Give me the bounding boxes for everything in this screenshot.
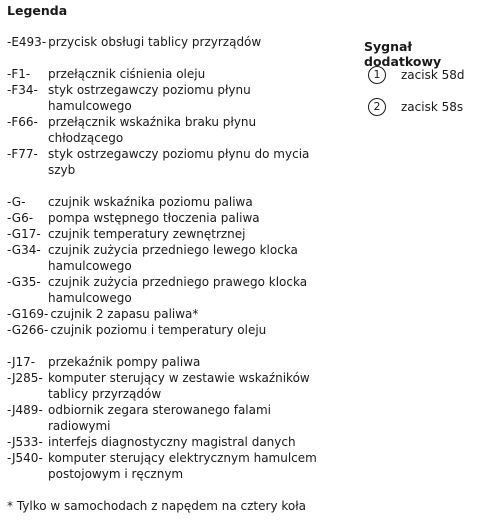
legend-description: czujnik poziomu i temperatury oleju <box>50 323 267 337</box>
legend-code: -G266- <box>7 323 49 337</box>
legend-entry <box>7 66 30 82</box>
legend-description-continued: postojowym i ręcznym <box>48 467 184 481</box>
legend-code: -E493- <box>7 35 47 49</box>
legend-code: -G- <box>7 195 26 209</box>
legend-entry <box>7 274 41 290</box>
legend-description: przycisk obsługi tablicy przyrządów <box>48 35 262 49</box>
legend-entry <box>7 194 25 210</box>
legend-description-continued: hamulcowego <box>48 291 132 305</box>
legend-description-continued: radiowymi <box>48 419 111 433</box>
legend-description: komputer sterujący elektrycznym hamulcem <box>48 451 317 465</box>
legend-description: przekaźnik pompy paliwa <box>48 355 201 369</box>
legend-description: styk ostrzegawczy poziomu płynu do mycia <box>48 147 310 161</box>
legend-code: -G6- <box>7 211 34 225</box>
legend-description: czujnik zużycia przedniego lewego klocka <box>48 243 298 257</box>
legend-entry <box>7 306 48 322</box>
legend-code: -J540- <box>7 451 43 465</box>
legend-entry <box>7 322 48 338</box>
legend-description: czujnik temperatury zewnętrznej <box>48 227 246 241</box>
legend-entry <box>7 242 41 258</box>
legend-code: -G17- <box>7 227 41 241</box>
legend-description: komputer sterujący w zestawie wskaźników <box>48 371 310 385</box>
legend-description-continued: tablicy przyrządów <box>48 387 162 401</box>
legend-description-continued: hamulcowego <box>48 99 132 113</box>
legend-entry <box>7 34 46 50</box>
legend-description: czujnik 2 zapasu paliwa* <box>50 307 199 321</box>
legend-entry <box>7 450 43 466</box>
legend-description: przełącznik ciśnienia oleju <box>48 67 206 81</box>
legend-description: czujnik wskaźnika poziomu paliwa <box>48 195 253 209</box>
legend-description: styk ostrzegawczy poziomu płynu <box>48 83 251 97</box>
legend-code: -J533- <box>7 435 43 449</box>
legend-code: -J489- <box>7 403 43 417</box>
legend-code: -J285- <box>7 371 43 385</box>
circled-number-icon: 2 <box>368 98 386 116</box>
legend-entry <box>7 146 38 162</box>
legend-description: pompa wstępnego tłoczenia paliwa <box>48 211 260 225</box>
legend-entry <box>7 354 35 370</box>
legend-title: Legenda <box>7 3 68 18</box>
signal-label: zacisk 58s <box>401 100 464 114</box>
legend-code: -J17- <box>7 355 36 369</box>
circled-number-icon: 1 <box>368 66 386 84</box>
legend-entry <box>7 210 33 226</box>
legend-code: -G169- <box>7 307 49 321</box>
legend-description: przełącznik wskaźnika braku płynu <box>48 115 257 129</box>
legend-entry <box>7 114 38 130</box>
legend-entry <box>7 402 43 418</box>
legend-entry <box>7 434 43 450</box>
footnote: * Tylko w samochodach z napędem na cztery koła <box>7 499 306 513</box>
legend-code: -G34- <box>7 243 41 257</box>
legend-description-continued: chłodzącego <box>48 131 124 145</box>
legend-entry <box>7 370 43 386</box>
legend-code: -F66- <box>7 115 38 129</box>
legend-entry <box>7 226 41 242</box>
legend-code: -F1- <box>7 67 31 81</box>
legend-description-continued: szyb <box>48 163 76 177</box>
legend-code: -G35- <box>7 275 41 289</box>
signal-label: zacisk 58d <box>401 68 465 82</box>
legend-description: czujnik zużycia przedniego prawego klocka <box>48 275 308 289</box>
legend-entry <box>7 82 38 98</box>
additional-signal-title: Sygnał dodatkowy <box>364 39 442 69</box>
legend-description-continued: hamulcowego <box>48 259 132 273</box>
legend-description: interfejs diagnostyczny magistral danych <box>48 435 296 449</box>
legend-code: -F34- <box>7 83 38 97</box>
legend-code: -F77- <box>7 147 38 161</box>
legend-description: odbiornik zegara sterowanego falami <box>48 403 272 417</box>
